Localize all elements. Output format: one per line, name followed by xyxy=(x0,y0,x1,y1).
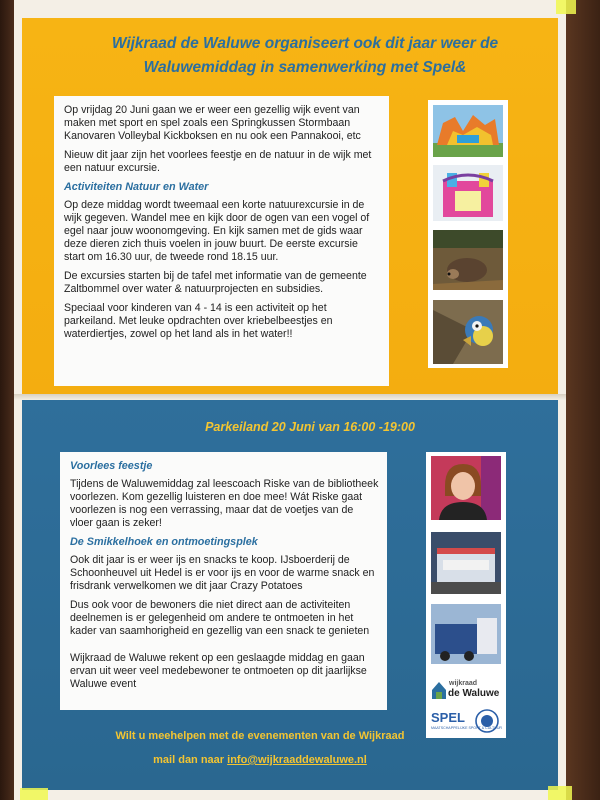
background-wood-right xyxy=(566,0,600,800)
footer-mail-prefix: mail dan naar xyxy=(153,754,225,766)
ice-cream-stand-photo xyxy=(431,532,501,594)
bouncy-castle-photo xyxy=(433,165,503,221)
reading-heading: Voorlees feestje xyxy=(70,460,153,472)
nature-heading: Activiteiten Natuur en Water xyxy=(64,181,209,193)
tape-bottom-right xyxy=(548,786,572,800)
flyer-title xyxy=(60,32,550,80)
paper-fold xyxy=(14,394,566,400)
nature-paragraph-3: Speciaal voor kinderen van 4 - 14 is een activiteit op het parkeiland. Met leuke opdrachten over kriebelbeestjes en waterdiertjes, zowel op het land als in het water!! xyxy=(64,302,333,340)
wijkraad-logo xyxy=(431,676,501,704)
intro-paragraph-1: Op vrijdag 20 Juni gaan we er weer een gezellig wijk event van maken met sport en spel zoals een Springkussen Stormbaan Kanovaren Volleybal Kickboksen en nu ook een Pannakooi, etc xyxy=(64,104,361,142)
hedgehog-photo xyxy=(433,230,503,290)
closing-paragraph: Wijkraad de Waluwe rekent op een geslaagde middag en gaan ervan uit weer veel medebewoner te ontmoeten op dit jaarlijkse Waluwe event xyxy=(70,652,367,690)
wijkraad-logo-small-text: wijkraad xyxy=(449,680,478,687)
footer-line-2 xyxy=(60,754,460,766)
nature-paragraph-2: De excursies starten bij de tafel met informatie van de gemeente Zaltbommel over water & natuurprojecten en subsidies. xyxy=(64,270,367,295)
bird-photo xyxy=(433,300,503,364)
reading-coach-photo xyxy=(431,456,501,520)
title-line-1: Wijkraad de Waluwe organiseert ook dit jaar weer de xyxy=(111,35,499,52)
snack-corner-heading: De Smikkelhoek en ontmoetingsplek xyxy=(70,536,258,548)
photo-strip-activities xyxy=(428,100,508,368)
tape-top-right xyxy=(556,0,576,14)
title-line-2: Waluwemiddag in samenwerking met Spel& xyxy=(143,59,467,76)
crazy-potatoes-photo xyxy=(431,604,501,664)
tape-bottom-left xyxy=(20,788,48,800)
footer-email-link[interactable]: info@wijkraaddewaluwe.nl xyxy=(227,754,367,766)
intro-paragraph-2: Nieuw dit jaar zijn het voorlees feestje en de natuur in de wijk met een natuur excursie. xyxy=(64,149,372,174)
wijkraad-logo-name: de Waluwe xyxy=(448,688,500,699)
snack-paragraph-1: Ook dit jaar is er weer ijs en snacks te koop. IJsboerderij de Schoonheuvel uit Hedel is er voor ijs en voor de warme snack en frisdrank verwelkomen we dit jaar Crazy Potatoes xyxy=(70,554,375,592)
spel-logo-subtitle: MAATSCHAPPELIJKE SPORT & CULTUUR xyxy=(431,726,503,730)
reading-paragraph: Tijdens de Waluwemiddag zal leescoach Riske van de bibliotheek voorlezen. Kom gezellig luisteren en doe mee! Wát Riske gaat voorlezen is nog een verrassing, maar dat de voetjes van de vloer gaan is zeker! xyxy=(70,478,379,529)
obstacle-course-photo xyxy=(433,105,503,157)
intro-text-box xyxy=(54,96,389,386)
event-date-heading: Parkeiland 20 Juni van 16:00 -19:00 xyxy=(205,420,415,434)
background-wood-left xyxy=(0,0,14,800)
spel-logo-name: SPEL xyxy=(431,710,465,725)
footer-line-1: Wilt u meehelpen met de evenementen van de Wijkraad xyxy=(115,730,405,742)
photo-strip-event xyxy=(426,452,506,738)
nature-paragraph-1: Op deze middag wordt tweemaal een korte natuurexcursie in de wijk gegeven. Wandel mee en kijk door de ogen van een vogel of egel naar jouw woonomgeving. En kijk samen met de gids waar deze dieren zich thuis voelen in jouw buurt. De eerste excursie start om 16.30 uur, de tweede rond 18.15 uur. xyxy=(64,199,370,263)
details-text-box xyxy=(60,452,387,710)
snack-paragraph-2: Dus ook voor de bewoners die niet direct aan de activiteiten deelnemen is er gelegenheid om andere te ontmoeten in het kader van saamhorigheid en gezellig van een snack te genieten xyxy=(70,599,370,637)
wijkraad-house-icon xyxy=(431,680,447,700)
